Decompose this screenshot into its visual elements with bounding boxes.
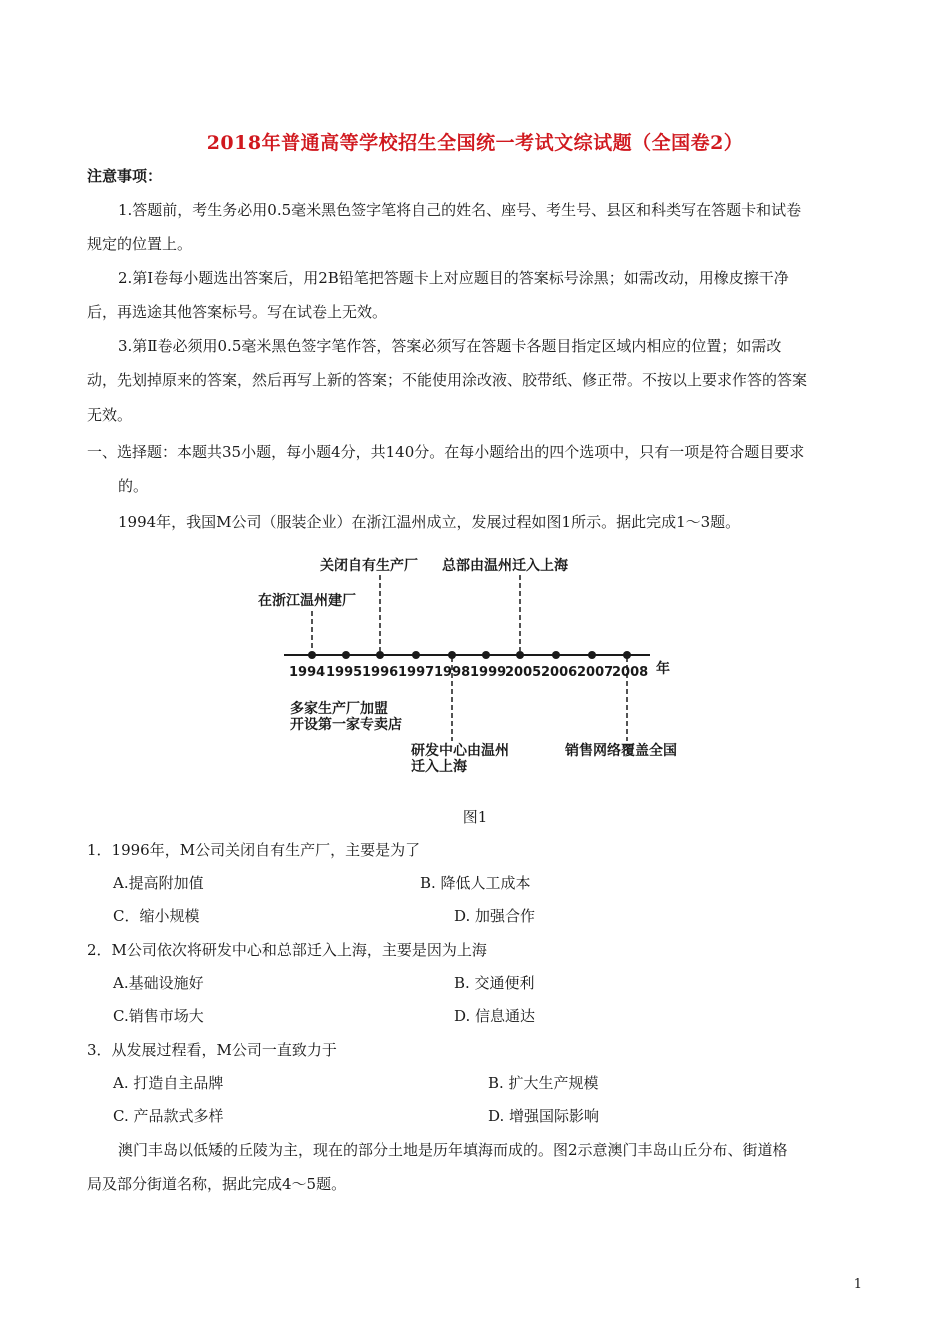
notice-item-2-line-1: 2.第Ⅰ卷每小题选出答案后，用2B铅笔把答题卡上对应题目的答案标号涂黑；如需改动，用橡皮擦干净 bbox=[118, 269, 789, 287]
notice-heading: 注意事项： bbox=[87, 167, 163, 185]
event-rd-label-1: 研发中心由温州 bbox=[411, 743, 509, 759]
year-dot-2008 bbox=[623, 651, 631, 659]
question-1-option-d: D. 加强合作 bbox=[454, 907, 536, 925]
question-1-option-a: A.提高附加值 bbox=[113, 874, 204, 892]
question-1-option-b: B. 降低人工成本 bbox=[420, 874, 531, 892]
page-title: 2018年普通高等学校招生全国统一考试文综试题（全国卷2） bbox=[206, 132, 744, 154]
figure-1-timeline bbox=[0, 545, 950, 805]
year-label-1997: 1997 bbox=[398, 665, 435, 680]
event-franchise-label-1: 多家生产厂加盟 bbox=[290, 701, 388, 717]
year-label-1994: 1994 bbox=[289, 665, 326, 680]
notice-item-2-line-2: 后，再选途其他答案标号。写在试卷上无效。 bbox=[87, 303, 388, 321]
notice-item-3-line-1: 3.第Ⅱ卷必须用0.5毫米黑色签字笔作答，答案必须写在答题卡各题目指定区域内相应的位置；如需改 bbox=[118, 337, 782, 355]
event-found-label: 在浙江温州建厂 bbox=[258, 593, 356, 609]
year-dot-1997 bbox=[412, 651, 420, 659]
year-dot-1995 bbox=[342, 651, 350, 659]
year-dot-2007 bbox=[588, 651, 596, 659]
question-3-stem: 3．从发展过程看，M公司一直致力于 bbox=[87, 1041, 337, 1059]
year-dot-1999 bbox=[482, 651, 490, 659]
question-3-option-a: A. 打造自主品牌 bbox=[113, 1074, 224, 1092]
year-label-1998: 1998 bbox=[434, 665, 471, 680]
notice-item-1-line-1: 1.答题前，考生务必用0.5毫米黑色签字笔将自己的姓名、座号、考生号、县区和科类写在答题卡和试卷 bbox=[118, 201, 802, 219]
year-dot-1994 bbox=[308, 651, 316, 659]
figure-2-intro-line-2: 局及部分街道名称，据此完成4～5题。 bbox=[87, 1175, 347, 1193]
question-2-option-c: C.销售市场大 bbox=[113, 1007, 204, 1025]
year-label-2006: 2006 bbox=[541, 665, 578, 680]
year-dot-2006 bbox=[552, 651, 560, 659]
notice-item-3-line-2: 动，先划掉原来的答案，然后再写上新的答案；不能使用涂改液、胶带纸、修正带。不按以上要求作答的答案 bbox=[87, 371, 808, 389]
event-franchise-label-2: 开设第一家专卖店 bbox=[290, 717, 402, 733]
question-2-option-b: B. 交通便利 bbox=[454, 974, 535, 992]
event-network-label: 销售网络覆盖全国 bbox=[565, 743, 677, 759]
event-hq-move-label: 总部由温州迁入上海 bbox=[442, 558, 568, 574]
year-dot-1996 bbox=[376, 651, 384, 659]
notice-item-1-line-2: 规定的位置上。 bbox=[87, 235, 193, 253]
axis-unit-label: 年 bbox=[656, 661, 670, 677]
event-close-factory-label: 关闭自有生产厂 bbox=[320, 558, 418, 574]
figure-1-caption: 图1 bbox=[462, 808, 488, 826]
year-label-1999: 1999 bbox=[470, 665, 507, 680]
question-2-option-a: A.基础设施好 bbox=[113, 974, 204, 992]
question-3-option-c: C. 产品款式多样 bbox=[113, 1107, 224, 1125]
year-label-1996: 1996 bbox=[362, 665, 399, 680]
year-label-1995: 1995 bbox=[326, 665, 363, 680]
figure-1-intro: 1994年，我国M公司（服装企业）在浙江温州成立，发展过程如图1所示。据此完成1～3题。 bbox=[118, 513, 741, 531]
notice-item-3-line-3: 无效。 bbox=[87, 406, 133, 424]
question-3-option-d: D. 增强国际影响 bbox=[488, 1107, 600, 1125]
question-1-option-c: C．缩小规模 bbox=[113, 907, 200, 925]
question-3-option-b: B. 扩大生产规模 bbox=[488, 1074, 599, 1092]
figure-2-intro-line-1: 澳门丰岛以低矮的丘陵为主，现在的部分土地是历年填海而成的。图2示意澳门丰岛山丘分布、街道格 bbox=[118, 1141, 788, 1159]
question-1-stem: 1．1996年，M公司关闭自有生产厂，主要是为了 bbox=[87, 841, 421, 859]
section-1-heading-line-2: 的。 bbox=[118, 477, 149, 495]
event-rd-label-2: 迁入上海 bbox=[411, 759, 467, 775]
year-label-2008: 2008 bbox=[612, 665, 649, 680]
section-1-heading-line-1: 一、选择题：本题共35小题，每小题4分，共140分。在每小题给出的四个选项中，只有一项是符合题目要求 bbox=[87, 443, 805, 461]
year-label-2007: 2007 bbox=[577, 665, 614, 680]
page-number: 1 bbox=[853, 1277, 862, 1292]
year-dot-1998 bbox=[448, 651, 456, 659]
question-2-option-d: D. 信息通达 bbox=[454, 1007, 536, 1025]
year-label-2005: 2005 bbox=[505, 665, 542, 680]
year-dot-2005 bbox=[516, 651, 524, 659]
question-2-stem: 2．M公司依次将研发中心和总部迁入上海，主要是因为上海 bbox=[87, 941, 487, 959]
